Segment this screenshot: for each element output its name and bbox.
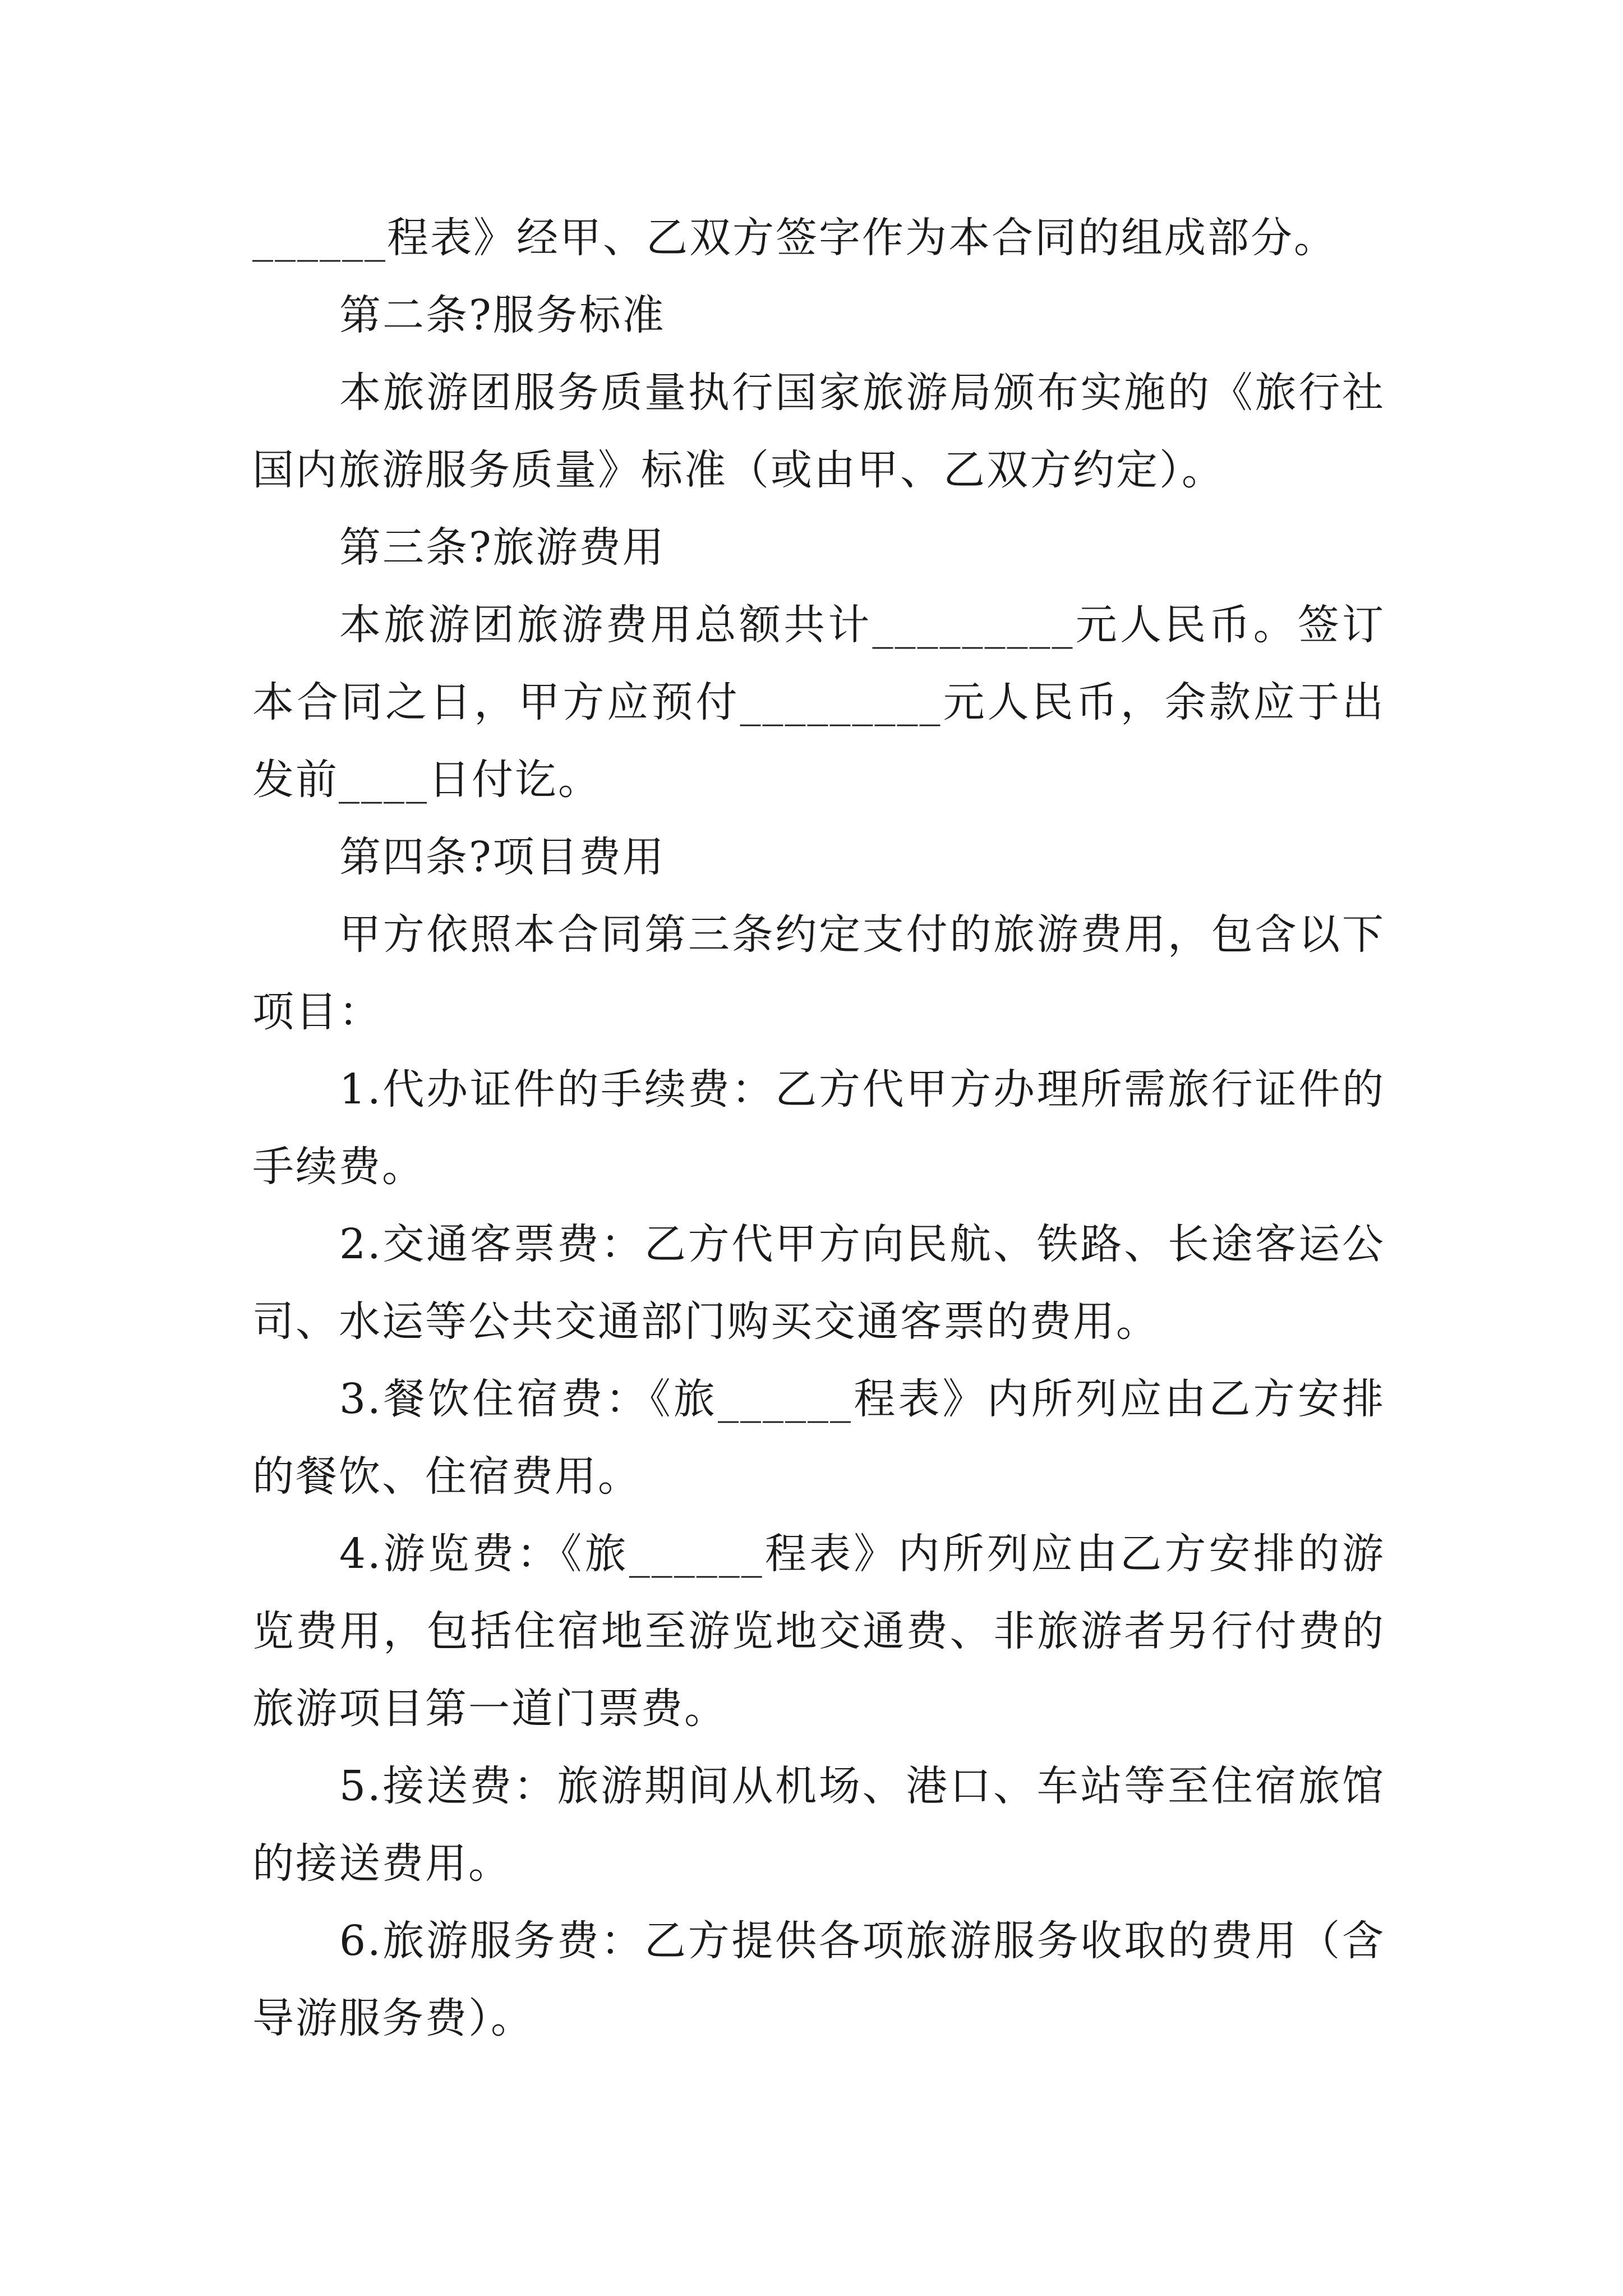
heading-article-2-service-standard: 第二条?服务标准 [339, 291, 666, 339]
list-item-meal-lodging-fee: 3.餐饮住宿费：《旅______程表》内所列应由乙方安排的餐饮、住宿费用。 [252, 1375, 1385, 1501]
list-item-transfer-fee: 5.接送费：旅游期间从机场、港口、车站等至住宿旅馆的接送费用。 [252, 1762, 1385, 1888]
paragraph-item-fees-intro: 甲方依照本合同第三条约定支付的旅游费用，包含以下项目： [252, 910, 1385, 1036]
heading-article-4-item-fees: 第四条?项目费用 [339, 833, 666, 881]
paragraph-travel-fee-total: 本旅游团旅游费用总额共计_________元人民币。签订本合同之日，甲方应预付_________元人民币，余款应于出发前____日付讫。 [252, 601, 1385, 804]
document-page [252, 199, 1385, 2057]
paragraph-itinerary-signature: ______程表》经甲、乙双方签字作为本合同的组成部分。 [252, 214, 1337, 262]
heading-article-3-travel-fee: 第三条?旅游费用 [339, 523, 666, 572]
paragraph-service-quality: 本旅游团服务质量执行国家旅游局颁布实施的《旅行社国内旅游服务质量》标准（或由甲、乙双方约定）。 [252, 369, 1385, 494]
list-item-transport-fee: 2.交通客票费：乙方代甲方向民航、铁路、长途客运公司、水运等公共交通部门购买交通客票的费用。 [252, 1220, 1385, 1346]
list-item-document-fee: 1.代办证件的手续费：乙方代甲方办理所需旅行证件的手续费。 [252, 1065, 1385, 1191]
list-item-sightseeing-fee: 4.游览费：《旅______程表》内所列应由乙方安排的游览费用，包括住宿地至游览地交通费、非旅游者另行付费的旅游项目第一道门票费。 [252, 1530, 1385, 1733]
list-item-service-fee: 6.旅游服务费：乙方提供各项旅游服务收取的费用（含导游服务费）。 [252, 1917, 1385, 2042]
